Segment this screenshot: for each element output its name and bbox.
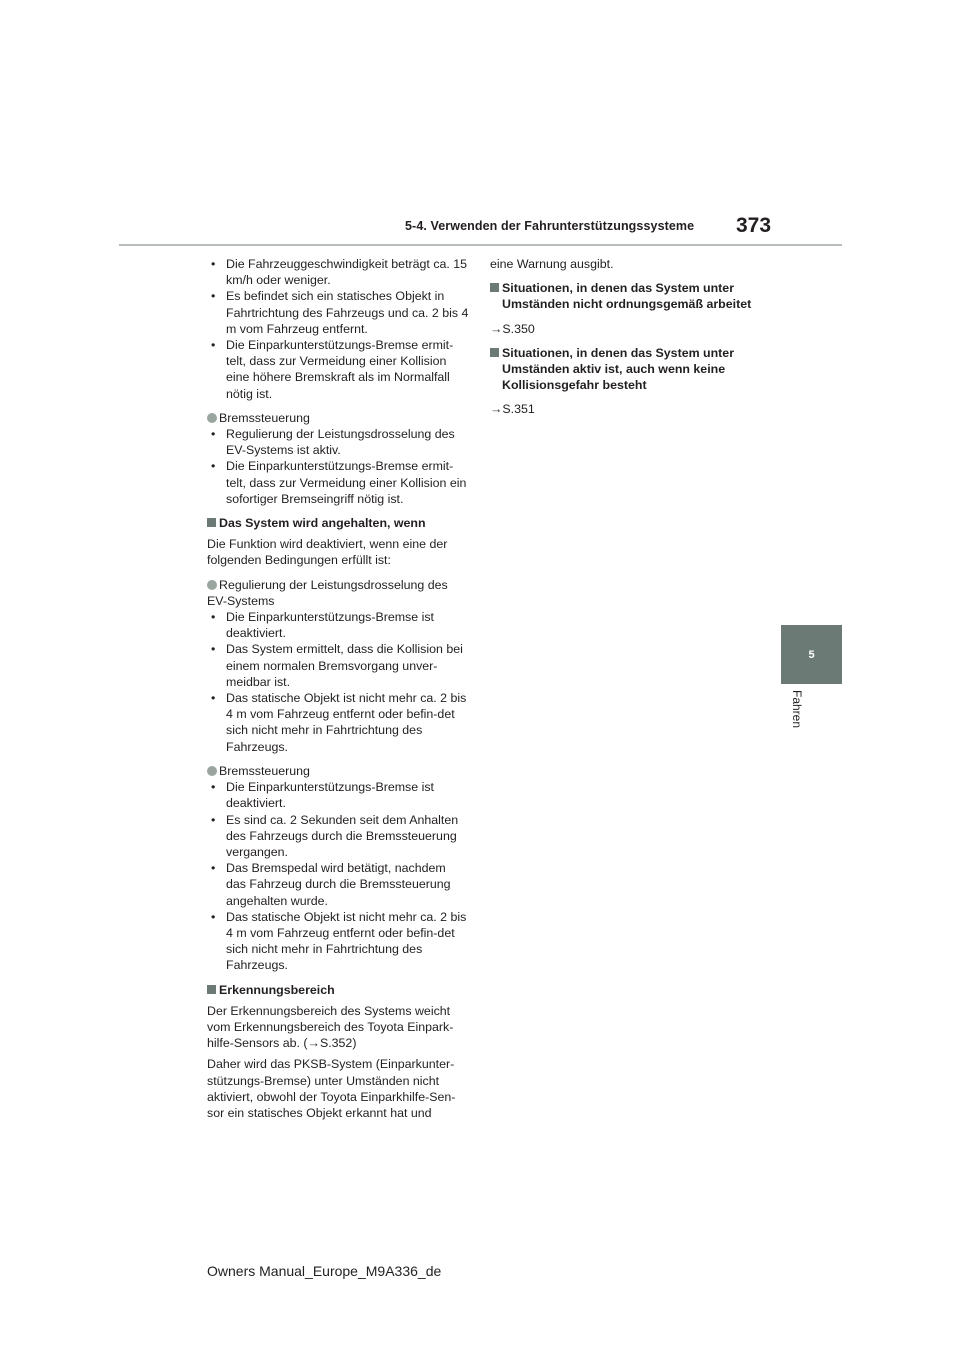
square-bullet-icon [207, 518, 216, 527]
list-item: • Regulierung der Leistungsdrosselung des EV-Systems ist aktiv. [207, 426, 469, 458]
list-item: • Die Einparkunterstützungs-Bremse ermit-telt, dass zur Vermeidung einer Kollision eine höhere Bremskraft als im Normalfall nötig ist. [207, 337, 469, 402]
list-item: • Das statische Objekt ist nicht mehr ca. 2 bis 4 m vom Fahrzeug entfernt oder befin-det sich nicht mehr in Fahrtrichtung des Fahrzeugs. [207, 909, 469, 974]
section-title: 5-4. Verwenden der Fahrunterstützungssysteme [405, 219, 695, 233]
paragraph: Daher wird das PKSB-System (Einparkunter-stützungs-Bremse) unter Umständen nicht aktiviert, obwohl der Toyota Einparkhilfe-Sen-sor ein statisches Objekt erkannt hat und [207, 1057, 456, 1120]
right-column [490, 256, 760, 418]
list-item: • Die Einparkunterstützungs-Bremse ist deaktiviert. [207, 609, 469, 641]
list-item: • Die Fahrzeuggeschwindigkeit beträgt ca. 15 km/h oder weniger. [207, 256, 469, 288]
page-footer: Owners Manual_Europe_M9A336_de [207, 1263, 442, 1279]
chapter-tab[interactable] [781, 625, 842, 684]
paragraph: Der Erkennungsbereich des Systems weicht vom Erkennungsbereich des Toyota Einpark-hilfe-Sensors ab. (→S.352) [207, 1003, 454, 1051]
header-divider [119, 244, 842, 246]
page-reference [490, 401, 760, 417]
list-item: • Die Einparkunterstützungs-Bremse ist deaktiviert. [207, 779, 469, 811]
square-bullet-icon [207, 985, 216, 994]
circle-bullet-icon [207, 580, 217, 590]
circle-bullet-icon [207, 766, 217, 776]
subsection-title: Bremssteuerung [207, 763, 469, 779]
subsection-title: Regulierung der Leistungsdrosselung des EV-Systems [207, 577, 448, 608]
paragraph: Die Funktion wird deaktiviert, wenn eine der folgenden Bedingungen erfüllt ist: [207, 537, 448, 568]
arrow-right-icon: → [490, 402, 503, 417]
chapter-tab-label: Fahren [790, 690, 804, 729]
square-bullet-icon [490, 283, 499, 292]
circle-bullet-icon [207, 413, 217, 423]
list-item: • Das statische Objekt ist nicht mehr ca. 2 bis 4 m vom Fahrzeug entfernt oder befin-det sich nicht mehr in Fahrtrichtung des Fahrzeugs. [207, 690, 469, 755]
arrow-right-icon: → [490, 321, 503, 336]
section-heading: Erkennungsbereich [207, 982, 469, 998]
list-item: • Es befindet sich ein statisches Objekt in Fahrtrichtung des Fahrzeugs und ca. 2 bis 4 m vom Fahrzeug entfernt. [207, 288, 469, 337]
page-reference-link[interactable]: S.351 [502, 402, 535, 417]
page-reference-link[interactable]: S.352 [319, 1036, 353, 1051]
list-item: • Es sind ca. 2 Sekunden seit dem Anhalten des Fahrzeugs durch die Bremssteuerung vergangen. [207, 812, 469, 861]
list-item: • Die Einparkunterstützungs-Bremse ermit-telt, dass zur Vermeidung einer Kollision ein sofortiger Bremseingriff nötig ist. [207, 458, 469, 507]
list-item: • Das Bremspedal wird betätigt, nachdem das Fahrzeug durch die Bremssteuerung angehalten wurde. [207, 860, 469, 909]
section-heading: Das System wird angehalten, wenn [207, 515, 469, 531]
page-number: 373 [736, 214, 772, 237]
page-reference [490, 321, 760, 337]
section-heading: Situationen, in denen das System unter Umständen aktiv ist, auch wenn keine Kollisionsgefahr besteht [490, 345, 760, 394]
section-heading: Situationen, in denen das System unter Umständen nicht ordnungsgemäß arbeitet [490, 280, 760, 312]
list-item: • Das System ermittelt, dass die Kollision bei einem normalen Bremsvorgang unver-meidbar ist. [207, 641, 469, 690]
left-column [207, 256, 469, 1121]
square-bullet-icon [490, 348, 499, 357]
page-reference-link[interactable]: S.350 [502, 321, 535, 336]
subsection-title: Bremssteuerung [207, 410, 469, 426]
chapter-tab-number: 5 [808, 648, 815, 661]
paragraph: eine Warnung ausgibt. [490, 257, 614, 271]
arrow-right-icon: → [307, 1036, 320, 1051]
